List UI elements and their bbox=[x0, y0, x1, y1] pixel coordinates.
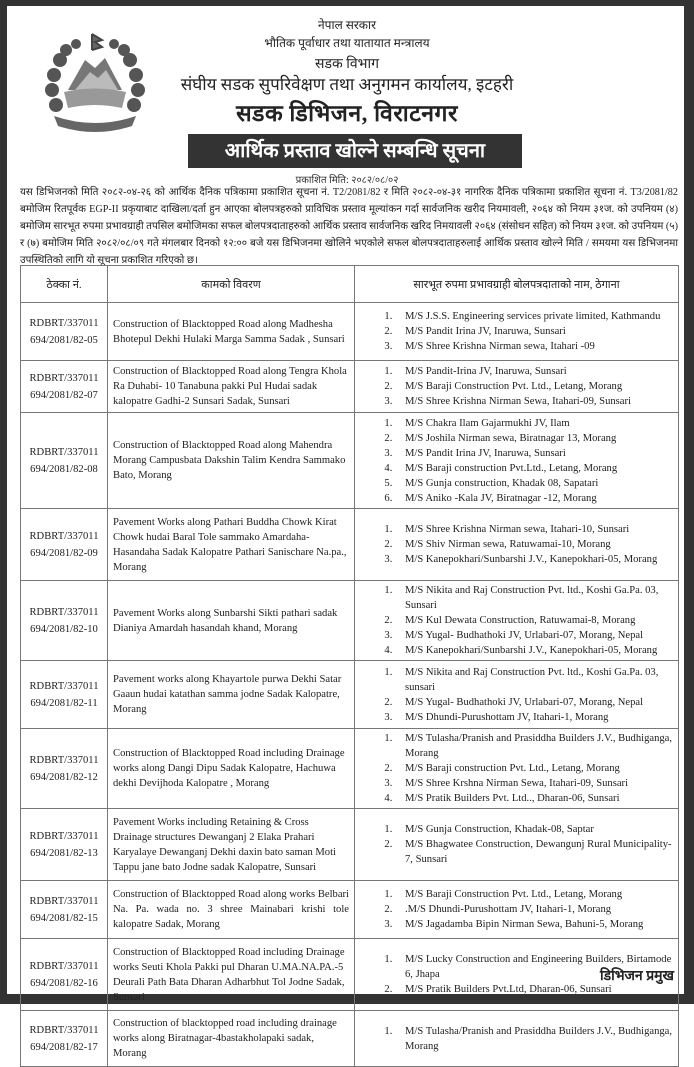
contract-no: RDBRT/337011 694/2081/82-13 bbox=[21, 809, 108, 881]
department-name: सडक विभाग bbox=[315, 57, 379, 72]
bidder: 2. M/S Kul Dewata Construction, Ratuwamai-8, Morang bbox=[395, 613, 674, 628]
work-description: Construction of Blacktopped Road along Madhesha Bhotepul Dekhi Hulaki Marga Samma Sadak , Sunsari bbox=[108, 303, 355, 361]
bidder-list bbox=[355, 581, 679, 661]
bidder: 2. M/S Joshila Nirman sewa, Biratnagar 13, Morang bbox=[395, 431, 674, 446]
bidder: 3. M/S Shree Krshna Nirman Sewa, Itahari-09, Sunsari bbox=[395, 776, 674, 791]
contract-no: RDBRT/337011 694/2081/82-05 bbox=[21, 303, 108, 361]
bidder: 3. M/S Pandit Irina JV, Inaruwa, Sunsari bbox=[395, 446, 674, 461]
table-row bbox=[21, 413, 679, 509]
bidder: 1. M/S J.S.S. Engineering services private limited, Kathmandu bbox=[395, 309, 674, 324]
bidder: 4. M/S Pratik Builders Pvt. Ltd.., Dharan-06, Sunsari bbox=[395, 791, 674, 806]
work-description: Pavement Works along Pathari Buddha Chowk Kirat Chowk hudai Baral Tole sammako Amardaha-Hasandaha Sadak Kalopatre Pathari Sanischare Na.pa., Morang bbox=[108, 509, 355, 581]
table-row bbox=[21, 509, 679, 581]
bidder: 1. M/S Lucky Construction and Engineering Builders, Birtamode 6, Jhapa bbox=[395, 952, 674, 982]
bidder: 2. M/S Baraji Construction Pvt. Ltd., Letang, Morang bbox=[395, 379, 674, 394]
work-description: Pavement works along Khayartole purwa Dekhi Satar Gaaun hudai katathan samma jodne Sadak Kalopatre, Morang bbox=[108, 661, 355, 729]
work-description: Construction of Blacktopped Road including Drainage works along Dangi Dipu Sadak Kalopatre, Hachuwa dekhi Devijhoda Kalopatre , Morang bbox=[108, 729, 355, 809]
bidder: 2. M/S Pratik Builders Pvt.Ltd, Dharan-06, Sunsari bbox=[395, 982, 674, 997]
table-row bbox=[21, 881, 679, 939]
contract-no: RDBRT/337011 694/2081/82-07 bbox=[21, 361, 108, 413]
bidder-list bbox=[355, 881, 679, 939]
table-row bbox=[21, 939, 679, 1011]
col-header-contract-no: ठेक्का नं. bbox=[21, 266, 108, 303]
contract-no: RDBRT/337011 694/2081/82-10 bbox=[21, 581, 108, 661]
bidder: 1. M/S Baraji Construction Pvt. Ltd., Letang, Morang bbox=[395, 887, 674, 902]
col-header-description: कामको विवरण bbox=[108, 266, 355, 303]
table-header-row bbox=[21, 266, 679, 303]
bidder-list bbox=[355, 509, 679, 581]
table-row bbox=[21, 1011, 679, 1067]
bidder: 4. M/S Baraji construction Pvt.Ltd., Letang, Morang bbox=[395, 461, 674, 476]
bidder: 1. M/S Nikita and Raj Construction Pvt. ltd., Koshi Ga.Pa. 03, Sunsari bbox=[395, 583, 674, 613]
notice-body: यस डिभिजनको मिति २०८२-०४-२६ को आर्थिक दैनिक पत्रिकामा प्रकाशित सूचना नं. T2/2081/82 र मिति २०८२-०४-३१ नागरिक दैनिक पत्रिकामा प्रकाशित सूचना नं. T3/2081/82 बमोजिम रितपूर्वक EGP-II प्रकृयाबाट दाखिला/दर्ता हुन आएका बोलपत्रहरुको प्राविधिक प्रस्ताव मूल्यांकन गर्दा सार्वजनिक खरीद नियमावली, २०६४ को नियम ३१ज. को उपनियम (४) बमोजिम सारभूत रुपमा प्रभावग्राही तपसिल बमोजिमका सफल बोलपत्रदाताहरुको आर्थिक प्रस्ताव सार्वजनिक खरिद निमयावली २०६४ (संसोधन सहित) को नियम ३१ज. को उपनियम (५) र (७) बमोजिम मिति २०८२/०८/०९ गते मंगलबार दिनको १२:०० बजे यस डिभिजनमा खोलिने भएकोले सफल बोलपत्रदाताहरुलाई आर्थिक प्रस्ताव खोल्ने मिति / समयमा यस डिभिजनमा उपस्थितिको लागि यो सूचना प्रकाशित गरिएको छ। bbox=[20, 187, 678, 266]
division-name: सडक डिभिजन, विराटनगर bbox=[236, 101, 458, 126]
bidder: 3. M/S Yugal- Budhathoki JV, Urlabari-07, Morang, Nepal bbox=[395, 628, 674, 643]
work-description: Pavement Works including Retaining & Cross Drainage structures Dewanganj 2 Elaka Prahari Karyalaye Dewanganj Dekhi daxin bato saman Moti Tappu jane bato Jodne sadak Kalopatre, Sunsari bbox=[108, 809, 355, 881]
bidder: 1. M/S Gunja Construction, Khadak-08, Saptar bbox=[395, 822, 674, 837]
bidder: 3. M/S Shree Krishna Nirman sewa, Itahari -09 bbox=[395, 339, 674, 354]
work-description: Pavement Works along Sunbarshi Sikti pathari sadak Dianiya Amardah hasandah khand, Morang bbox=[108, 581, 355, 661]
work-description: Construction of Blacktopped Road along Tengra Khola Ra Duhabi- 10 Tanabuna pakki Pul Hudai sadak kalopatre Gadhi-2 Sunsari Sadak, Sunsari bbox=[108, 361, 355, 413]
bidder: 1. M/S Shree Krishna Nirman sewa, Itahari-10, Sunsari bbox=[395, 522, 674, 537]
contract-no: RDBRT/337011 694/2081/82-16 bbox=[21, 939, 108, 1011]
notice-title-banner: आर्थिक प्रस्ताव खोल्ने सम्बन्धि सूचना bbox=[188, 134, 522, 168]
bidder: 2. M/S Bhagwatee Construction, Dewangunj Rural Municipality-7, Sunsari bbox=[395, 837, 674, 867]
work-description: Construction of blacktopped road including drainage works along Biratnagar-4bastakholapaki sadak, Morang bbox=[108, 1011, 355, 1067]
bidder-list bbox=[355, 809, 679, 881]
gov-name: नेपाल सरकार bbox=[318, 18, 376, 32]
bidder: 2. M/S Shiv Nirman sewa, Ratuwamai-10, Morang bbox=[395, 537, 674, 552]
bidder: 3. M/S Shree Krishna Nirman Sewa, Itahari-09, Sunsari bbox=[395, 394, 674, 409]
bidder: 1. M/S Pandit-Irina JV, Inaruwa, Sunsari bbox=[395, 364, 674, 379]
bidder: 6. M/S Aniko -Kala JV, Biratnagar -12, Morang bbox=[395, 491, 674, 506]
bidder: 1. M/S Tulasha/Pranish and Prasiddha Builders J.V., Budhiganga, Morang bbox=[395, 1024, 674, 1054]
published-date: प्रकाशित मिति: २०८२/०८/०२ bbox=[295, 175, 399, 186]
table-row bbox=[21, 303, 679, 361]
contract-no: RDBRT/337011 694/2081/82-12 bbox=[21, 729, 108, 809]
bidder: 5. M/S Gunja construction, Khadak 08, Sapatari bbox=[395, 476, 674, 491]
bidder: 1. M/S Nikita and Raj Construction Pvt. ltd., Koshi Ga.Pa. 03, sunsari bbox=[395, 665, 674, 695]
bidders-table bbox=[20, 265, 679, 1067]
bidder: 2. M/S Pandit Irina JV, Inaruwa, Sunsari bbox=[395, 324, 674, 339]
contract-no: RDBRT/337011 694/2081/82-08 bbox=[21, 413, 108, 509]
contract-no: RDBRT/337011 694/2081/82-15 bbox=[21, 881, 108, 939]
bidder: 2. .M/S Dhundi-Purushottam JV, Itahari-1, Morang bbox=[395, 902, 674, 917]
bidder-list bbox=[355, 361, 679, 413]
work-description: Construction of Blacktopped Road along Mahendra Morang Campusbata Dakshin Talim Kendra Sammako Bato, Morang bbox=[108, 413, 355, 509]
bidder: 2. M/S Yugal- Budhathoki JV, Urlabari-07, Morang, Nepal bbox=[395, 695, 674, 710]
bidder-list bbox=[355, 661, 679, 729]
table-row bbox=[21, 581, 679, 661]
table-row bbox=[21, 729, 679, 809]
contract-no: RDBRT/337011 694/2081/82-11 bbox=[21, 661, 108, 729]
table-row bbox=[21, 809, 679, 881]
col-header-bidders: सारभूत रुपमा प्रभावग्राही बोलपत्रदाताको नाम, ठेगाना bbox=[355, 266, 679, 303]
ministry-name: भौतिक पूर्वाधार तथा यातायात मन्त्रालय bbox=[264, 36, 430, 50]
bidder-list bbox=[355, 729, 679, 809]
bidder: 1. M/S Tulasha/Pranish and Prasiddha Builders J.V., Budhiganga, Morang bbox=[395, 731, 674, 761]
bidder: 4. M/S Kanepokhari/Sunbarshi J.V., Kanepokhari-05, Morang bbox=[395, 643, 674, 658]
contract-no: RDBRT/337011 694/2081/82-17 bbox=[21, 1011, 108, 1067]
office-name: संघीय सडक सुपरिवेक्षण तथा अनुगमन कार्यालय, इटहरी bbox=[180, 75, 514, 94]
bidder: 3. M/S Kanepokhari/Sunbarshi J.V., Kanepokhari-05, Morang bbox=[395, 552, 674, 567]
table-row bbox=[21, 661, 679, 729]
table-row bbox=[21, 361, 679, 413]
contract-no: RDBRT/337011 694/2081/82-09 bbox=[21, 509, 108, 581]
bidder: 3. M/S Jagadamba Bipin Nirman Sewa, Bahuni-5, Morang bbox=[395, 917, 674, 932]
bidder-list bbox=[355, 303, 679, 361]
work-description: Construction of Blacktopped Road along works Belbari Na. Pa. wada no. 3 shree Mainabari krishi tole kalopatre Sadak, Morang bbox=[108, 881, 355, 939]
bidder: 1. M/S Chakra Ilam Gajarmukhi JV, Ilam bbox=[395, 416, 674, 431]
signature-division-chief: डिभिजन प्रमुख bbox=[599, 969, 674, 984]
bidder: 2. M/S Baraji construction Pvt. Ltd., Letang, Morang bbox=[395, 761, 674, 776]
bidder-list bbox=[355, 413, 679, 509]
bidder-list bbox=[355, 1011, 679, 1067]
work-description: Construction of Blacktopped Road including Drainage works Seuti Khola Pakki pul Dharan U.MA.NA.PA.-5 Deurali Path Bata Dharan Adharbhut Tol Jodne Sadak, Sunsari bbox=[108, 939, 355, 1011]
bidder: 3. M/S Dhundi-Purushottam JV, Itahari-1, Morang bbox=[395, 710, 674, 725]
